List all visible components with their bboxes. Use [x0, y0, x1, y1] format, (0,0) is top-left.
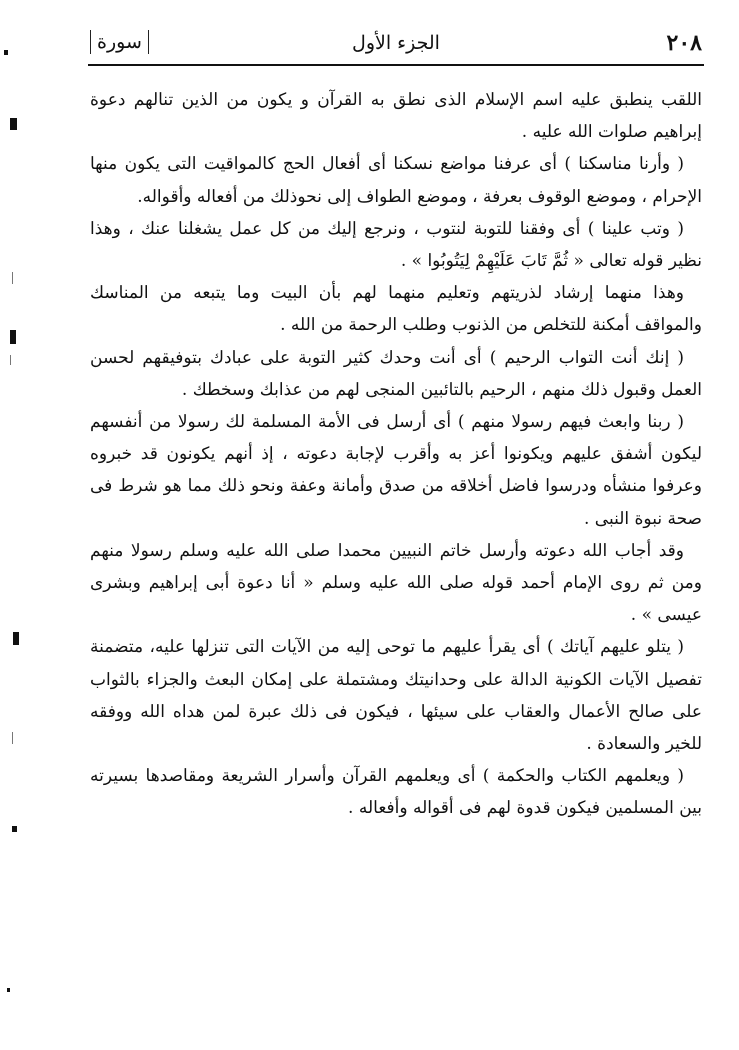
scan-mark	[12, 826, 17, 832]
paragraph: ( ربنا وابعث فيهم رسولا منهم ) أى أرسل فى الأمة المسلمة لك رسولا من أنفسهم ليكون أشفق عليهم ويكونوا أعز به وأقرب لإجابة دعوته ، إذ أنهم يكونون قد خبروه وعرفوا منشأه ودرسوا فاضل أخلاقه من صدق وأمانة وعفة ونحو ذلك مما هو شرط فى صحة نبوة النبى .	[90, 412, 702, 529]
paragraph: وهذا منهما إرشاد لذريتهم وتعليم منهما لهم بأن البيت وما يتبعه من المناسك والمواقف أمكنة للتخلص من الذنوب وطلب الرحمة من الله .	[90, 283, 702, 336]
scan-mark	[12, 732, 13, 744]
page-number: ٢٠٨	[666, 30, 702, 56]
scan-mark	[13, 632, 19, 645]
body-text	[90, 84, 702, 825]
paragraph: ( وتب علينا ) أى وفقنا للتوبة لنتوب ، ونرجع إليك من كل عمل يشغلنا عنك ، وهذا نظير قوله تعالى « ثُمَّ تَابَ عَلَيْهِمْ لِيَتُوبُوا » .	[90, 218, 702, 272]
scan-mark	[10, 355, 11, 365]
surah-label: سورة	[90, 30, 149, 54]
paragraph: ( يتلو عليهم آياتك ) أى يقرأ عليهم ما توحى إليه من الآيات التى تنزلها عليه، متضمنة تفصيل الآيات الكونية الدالة على وحدانيتك ومشتملة على إمكان البعث والجزاء بالثواب على صالح الأعمال والعقاب على سيئها ، فيكون فى ذلك عبرة لمن هداه الله ووفقه للخير والسعادة .	[90, 637, 702, 755]
paragraph: اللقب ينطبق عليه اسم الإسلام الذى نطق به القرآن و يكون من الذين تنالهم دعوة إبراهيم صلوات الله عليه .	[90, 90, 702, 143]
paragraph: ( وأرنا مناسكنا ) أى عرفنا مواضع نسكنا أى أفعال الحج كالمواقيت التى يكون منها الإحرام ، وموضع الوقوف بعرفة ، وموضع الطواف إلى نحوذلك من أفعاله وأقواله.	[90, 154, 702, 207]
page-header	[90, 30, 702, 64]
paragraph: ( إنك أنت التواب الرحيم ) أى أنت وحدك كثير التوبة على عبادك بتوفيقهم لحسن العمل وقبول ذلك منهم ، الرحيم بالتائبين المنجى لهم من عذابك وسخطك .	[90, 347, 702, 400]
scan-mark	[7, 988, 10, 992]
part-title: الجزء الأول	[352, 32, 440, 54]
scan-mark	[4, 50, 8, 55]
header-divider	[88, 64, 704, 66]
paragraph: وقد أجاب الله دعوته وأرسل خاتم النبيين محمدا صلى الله عليه وسلم رسولا منهم ومن ثم روى الإمام أحمد قوله صلى الله عليه وسلم « أنا دعوة أبى إبراهيم وبشرى عيسى » .	[90, 540, 702, 626]
paragraph: ( ويعلمهم الكتاب والحكمة ) أى ويعلمهم القرآن وأسرار الشريعة ومقاصدها بسيرته بين المسلمين فيكون قدوة لهم فى أقواله وأفعاله .	[90, 766, 702, 819]
scan-mark	[10, 330, 16, 344]
scan-mark	[10, 118, 17, 130]
scan-mark	[12, 272, 13, 284]
